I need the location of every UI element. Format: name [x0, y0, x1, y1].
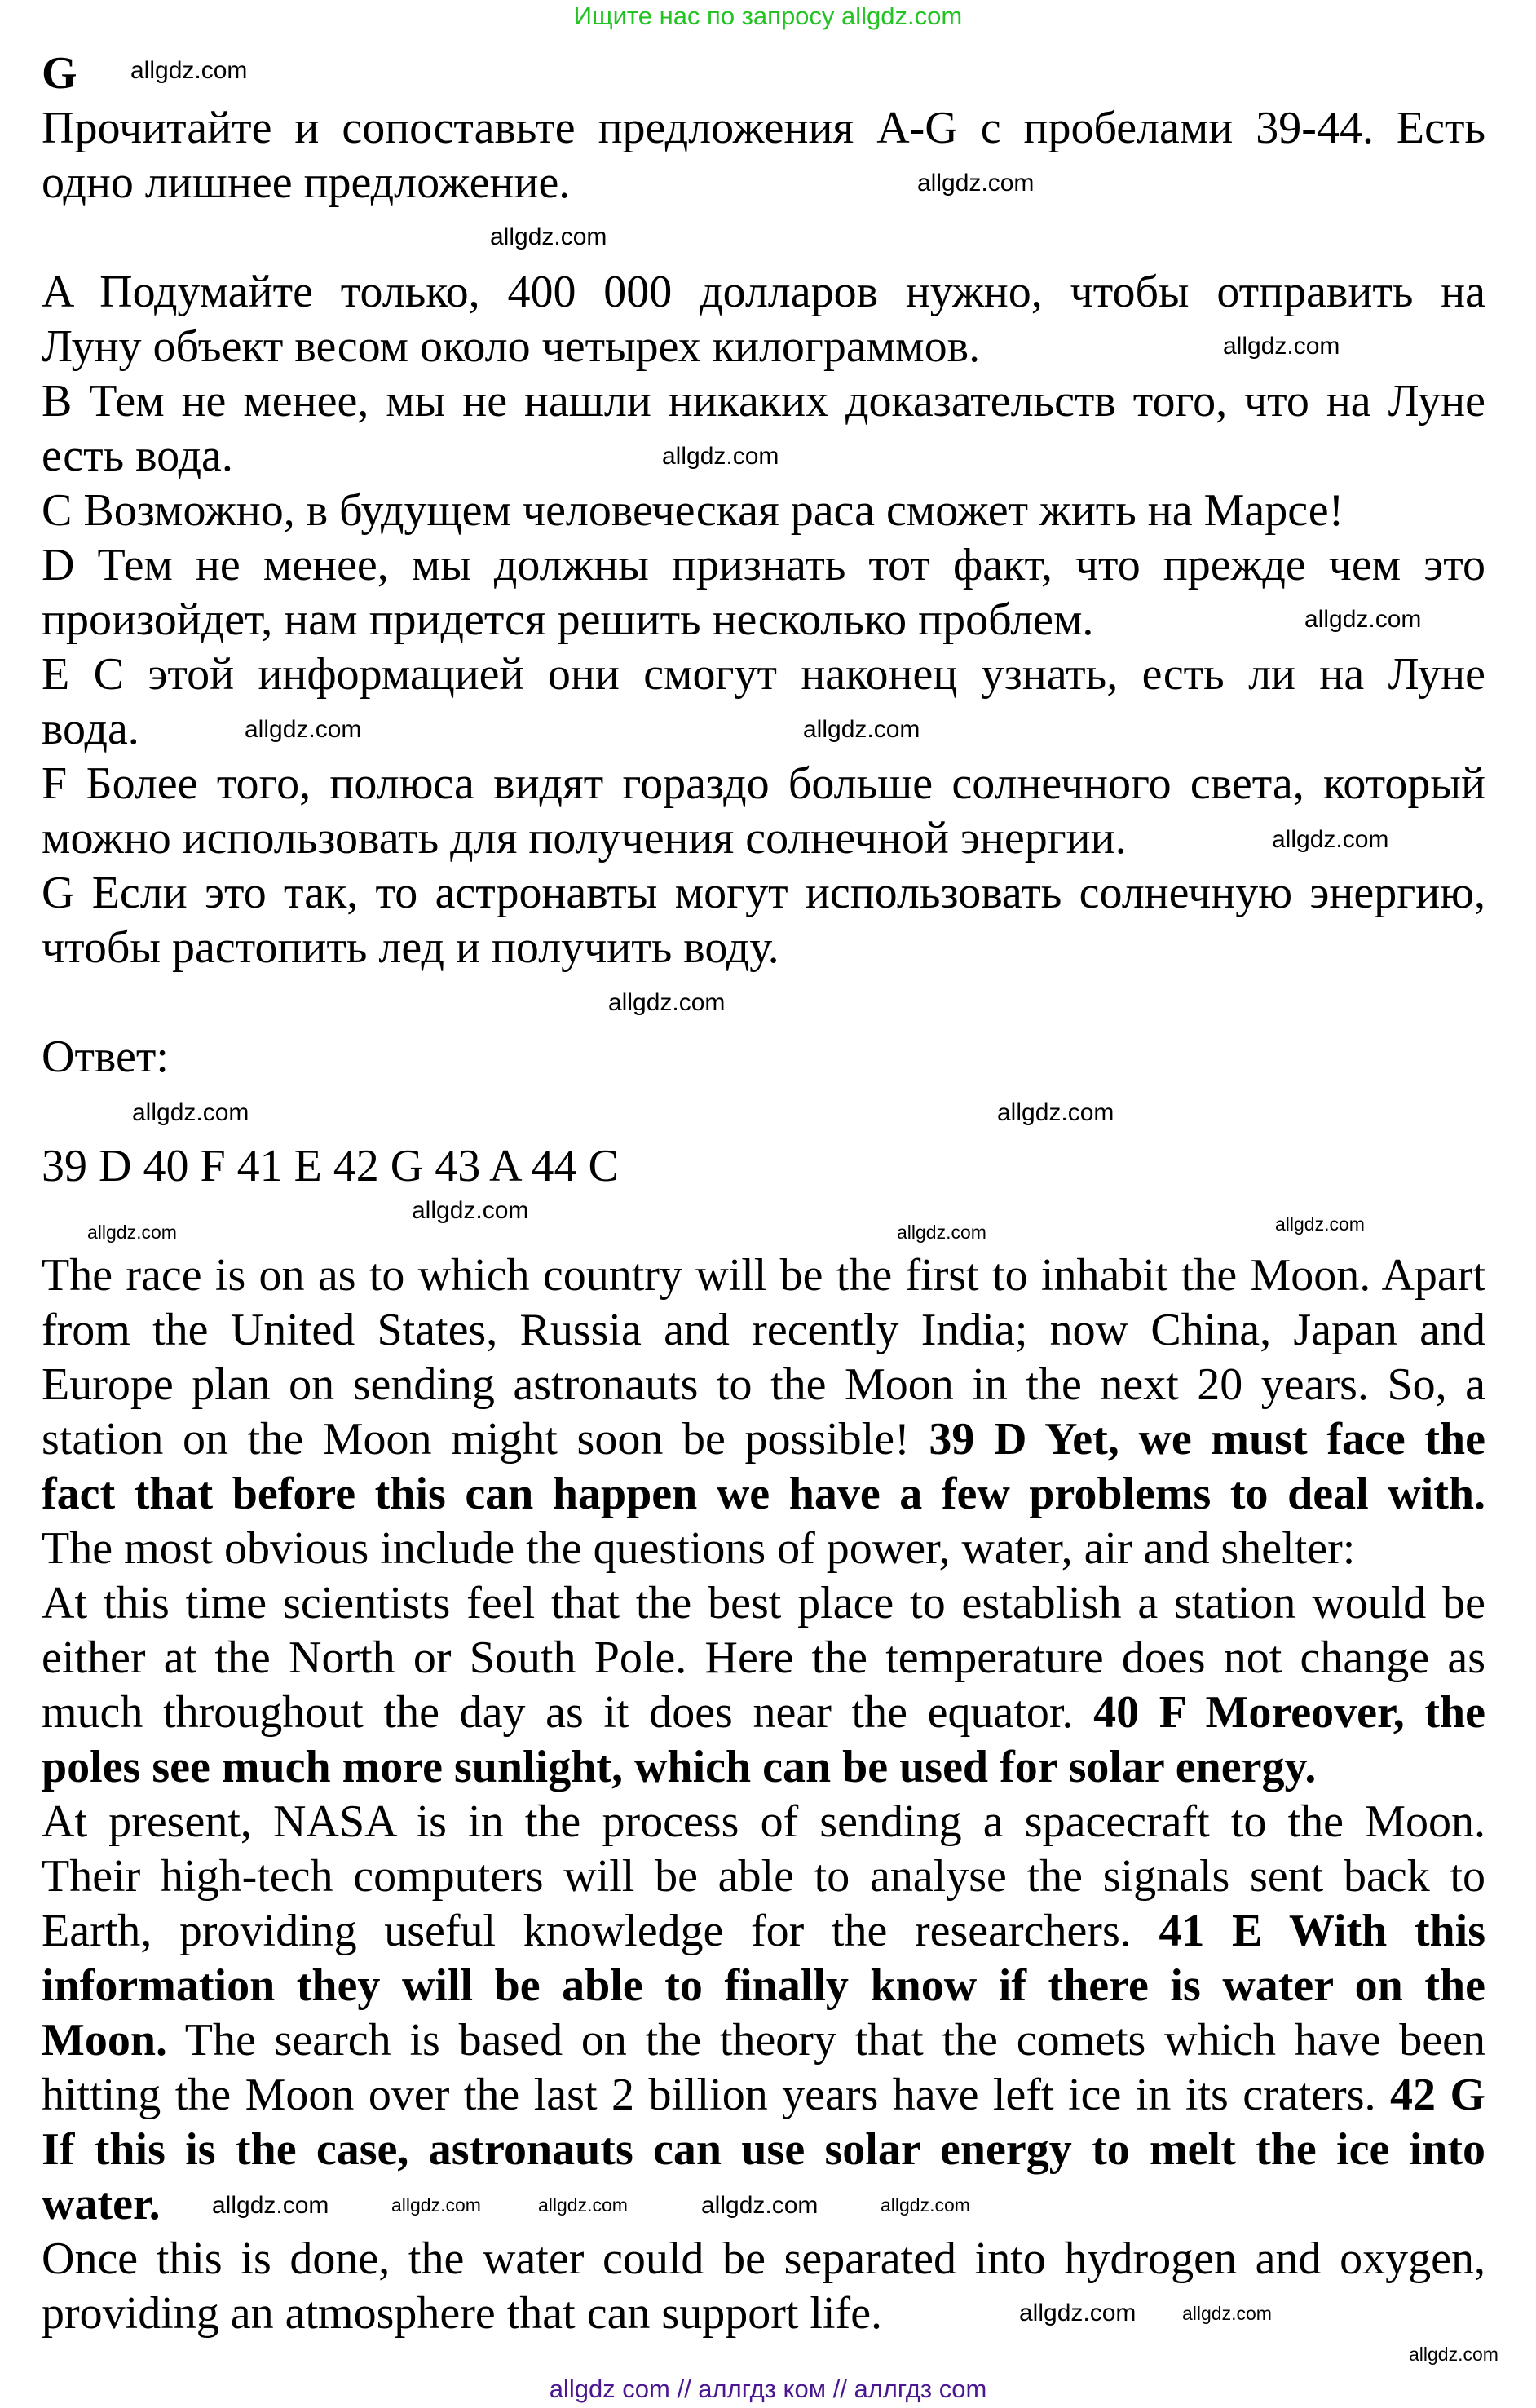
- answer-highlight: 42 G: [1389, 2070, 1485, 2120]
- text-line: [42, 374, 1485, 429]
- text-line: [42, 484, 1485, 538]
- text-line: [42, 1959, 1485, 2013]
- text-segment: произойдет, нам придется решить несколько проблем.: [42, 594, 1094, 645]
- text-line: [42, 1686, 1485, 1740]
- text-line: [42, 811, 1485, 866]
- watermark-text: allgdz.com: [662, 443, 779, 470]
- text-line: [42, 1467, 1485, 1522]
- answer-highlight: Moon.: [42, 2015, 167, 2066]
- text-line: [42, 1740, 1485, 1795]
- text-segment: At present, NASA is in the process of sending a spacecraft to the Moon.: [42, 1796, 1485, 1847]
- text-line: [42, 1631, 1485, 1686]
- watermark-text: allgdz.com: [1409, 2344, 1498, 2365]
- watermark-text: allgdz.com: [132, 1099, 249, 1126]
- text-segment: чтобы растопить лед и получить воду.: [42, 922, 779, 973]
- text-line: [42, 975, 1485, 1030]
- text-line: [42, 265, 1485, 320]
- text-line: [42, 2013, 1485, 2068]
- answer-highlight: 41 E With this: [1159, 1906, 1485, 1956]
- text-line: [42, 866, 1485, 921]
- text-line: [42, 921, 1485, 975]
- watermark-text: allgdz.com: [1275, 1213, 1365, 1235]
- text-segment: есть вода.: [42, 431, 233, 481]
- text-line: [42, 1576, 1485, 1631]
- text-segment: either at the North or South Pole. Here the temperature does not change as: [42, 1633, 1485, 1683]
- text-line: [42, 1303, 1485, 1358]
- text-segment: The search is based on the theory that the comets which have been: [167, 2015, 1485, 2066]
- text-segment: hitting the Moon over the last 2 billion years have left ice in its craters.: [42, 2070, 1390, 2120]
- watermark-text: allgdz.com: [997, 1099, 1114, 1126]
- watermark-text: allgdz.com: [897, 1222, 986, 1243]
- answer-highlight: G: [42, 48, 77, 99]
- text-segment: Ответ:: [42, 1032, 169, 1082]
- text-line: [42, 1358, 1485, 1412]
- watermark-text: allgdz.com: [245, 716, 362, 743]
- text-segment: Europe plan on sending astronauts to the Moon in the next 20 years. So, a: [42, 1359, 1485, 1410]
- document-body: [42, 46, 1485, 2341]
- watermark-text: allgdz.com: [917, 170, 1035, 197]
- watermark-text: allgdz.com: [212, 2192, 329, 2219]
- text-line: [42, 1030, 1485, 1085]
- footer-links[interactable]: allgdz com // аллгдз ком // аллгдз com: [549, 2375, 987, 2403]
- watermark-text: allgdz.com: [1182, 2303, 1272, 2324]
- text-segment: E С этой информацией они смогут наконец узнать, есть ли на Луне: [42, 649, 1485, 700]
- text-segment: 39 D 40 F 41 E 42 G 43 A 44 C: [42, 1141, 619, 1191]
- text-segment: Прочитайте и сопоставьте предложения A-G с пробелами 39-44. Есть: [42, 103, 1485, 153]
- answer-highlight: 40 F Moreover, the: [1093, 1687, 1485, 1738]
- text-line: [42, 2123, 1485, 2177]
- text-segment: Their high-tech computers will be able to analyse the signals sent back to: [42, 1851, 1485, 1902]
- text-segment: G Если это так, то астронавты могут использовать солнечную энергию,: [42, 868, 1485, 918]
- text-line: [42, 1795, 1485, 1849]
- watermark-text: allgdz.com: [538, 2194, 628, 2216]
- text-segment: C Возможно, в будущем человеческая раса сможет жить на Марсе!: [42, 485, 1344, 536]
- text-line: [42, 757, 1485, 811]
- text-line: [42, 2068, 1485, 2123]
- answer-highlight: information they will be able to finally know if there is water on the: [42, 1960, 1485, 2011]
- text-line: [42, 538, 1485, 593]
- text-line: [42, 1522, 1485, 1576]
- text-segment: B Тем не менее, мы не нашли никаких доказательств того, что на Луне: [42, 376, 1485, 426]
- answer-highlight: If this is the case, astronauts can use solar energy to melt the ice into: [42, 2124, 1485, 2175]
- watermark-text: allgdz.com: [1019, 2300, 1137, 2326]
- text-line: [42, 2232, 1485, 2286]
- text-line: [42, 210, 1485, 265]
- watermark-text: allgdz.com: [701, 2192, 819, 2219]
- text-segment: much throughout the day as it does near the equator.: [42, 1687, 1094, 1738]
- watermark-text: allgdz.com: [881, 2194, 970, 2216]
- answer-highlight: 39 D Yet, we must face the: [929, 1414, 1485, 1465]
- watermark-text: allgdz.com: [490, 223, 607, 250]
- watermark-text: allgdz.com: [87, 1222, 177, 1243]
- text-segment: D Тем не менее, мы должны признать тот факт, что прежде чем это: [42, 540, 1485, 590]
- text-line: [42, 1849, 1485, 1904]
- text-line: [42, 101, 1485, 156]
- search-banner[interactable]: Ищите нас по запросу allgdz.com: [573, 2, 963, 30]
- text-line: [42, 1412, 1485, 1467]
- answer-highlight: water.: [42, 2179, 161, 2229]
- text-line: [42, 1085, 1485, 1139]
- text-line: [42, 46, 1485, 101]
- watermark-text: allgdz.com: [803, 716, 920, 743]
- answer-highlight: poles see much more sunlight, which can be used for solar energy.: [42, 1742, 1317, 1792]
- text-line: [42, 1904, 1485, 1959]
- watermark-text: allgdz.com: [1223, 333, 1340, 360]
- text-segment: from the United States, Russia and recently India; now China, Japan and: [42, 1305, 1485, 1355]
- text-segment: F Более того, полюса видят гораздо больше солнечного света, который: [42, 758, 1485, 809]
- watermark-text: allgdz.com: [1272, 826, 1389, 853]
- watermark-text: allgdz.com: [391, 2194, 481, 2216]
- text-line: [42, 1139, 1485, 1194]
- text-segment: The race is on as to which country will be the first to inhabit the Moon. Apart: [42, 1250, 1485, 1301]
- text-segment: одно лишнее предложение.: [42, 157, 571, 208]
- text-line: [42, 156, 1485, 210]
- text-segment: At this time scientists feel that the best place to establish a station would be: [42, 1578, 1485, 1628]
- text-segment: The most obvious include the questions of power, water, air and shelter:: [42, 1523, 1356, 1574]
- text-segment: Once this is done, the water could be separated into hydrogen and oxygen,: [42, 2233, 1485, 2284]
- text-segment: A Подумайте только, 400 000 долларов нужно, чтобы отправить на: [42, 267, 1485, 317]
- text-line: [42, 647, 1485, 702]
- text-segment: Луну объект весом около четырех килограммов.: [42, 321, 981, 372]
- answer-highlight: fact that before this can happen we have a few problems to deal with.: [42, 1469, 1485, 1519]
- watermark-text: allgdz.com: [608, 989, 726, 1016]
- watermark-text: allgdz.com: [1304, 606, 1422, 633]
- text-line: [42, 1194, 1485, 1248]
- text-line: [42, 1248, 1485, 1303]
- watermark-text: allgdz.com: [130, 57, 248, 84]
- watermark-text: allgdz.com: [412, 1197, 529, 1224]
- text-segment: Earth, providing useful knowledge for the researchers.: [42, 1906, 1159, 1956]
- text-segment: вода.: [42, 704, 139, 754]
- text-line: [42, 593, 1485, 647]
- text-segment: можно использовать для получения солнечной энергии.: [42, 813, 1127, 864]
- text-segment: providing an atmosphere that can support life.: [42, 2288, 883, 2339]
- text-segment: station on the Moon might soon be possible!: [42, 1414, 929, 1465]
